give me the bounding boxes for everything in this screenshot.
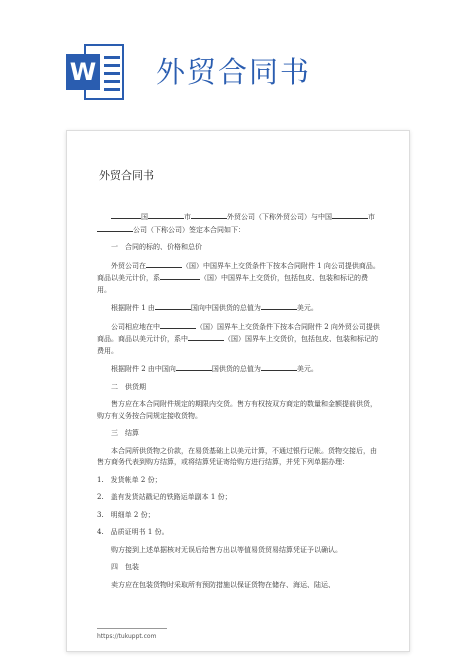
list-item: 3. 明细单 2 份； [97, 510, 155, 519]
blank-field [97, 224, 133, 232]
document-title: 外贸合同书 [99, 169, 154, 182]
word-document-icon [66, 44, 128, 100]
blank-field [176, 363, 212, 371]
paragraph-settlement: 本合同所供货物之价款，在易货基础上以美元计算，不通过银行记帐。货物交接后，由售方商务代表到购方结算，或将结算凭证寄给购方进行结算，并凭下列单据办理： [97, 446, 377, 466]
page-title: 外贸合同书 [156, 55, 312, 89]
paragraph-clause-1d: 根据附件 2 由中国向 国供货的总值为 美元。 [111, 365, 318, 373]
section-heading-3: 三 结算 [111, 429, 139, 437]
blank-field [155, 302, 191, 310]
word-icon-badge: W [66, 54, 100, 90]
document-body [97, 211, 381, 597]
section-heading-1: 一 合同的标的、价格和总价 [111, 243, 202, 251]
document-page [66, 130, 410, 652]
blank-field [160, 272, 200, 280]
blank-field [332, 211, 368, 219]
footer-url: https://tukuppt.com [97, 633, 157, 640]
section-heading-2: 二 供货期 [111, 382, 146, 391]
paragraph-clause-1c: 公司相应地在中 （国）国界车上交货条件下按本合同附件 2 向外贸公司提供商品。商品以美元计价，系中 （国）国界车上交货价，包括包皮、包装和标记的费用。 [97, 322, 380, 355]
list-item: 4. 品质证明书 1 份。 [97, 528, 169, 536]
list-item: 2. 盖有发货站戳记的铁路运单副本 1 份； [97, 493, 232, 501]
blank-field [148, 211, 184, 219]
paragraph-parties: 国 市 外贸公司（下称外贸公司）与中国 市公司（下称公司）签定本合同如下： [97, 211, 381, 236]
paragraph-packing: 卖方应在包装货物时采取所有预防措施以保证货物在储存、海运、陆运、 [111, 580, 335, 589]
footer-divider [97, 628, 167, 629]
paragraph-confirmation: 购方接到上述单据核对无误后给售方出以等值易货贸易结算凭证予以确认。 [111, 545, 342, 554]
paragraph-clause-1b: 根据附件 1 由 国向中国供货的总值为 美元。 [111, 304, 318, 312]
blank-field [160, 321, 196, 329]
section-heading-4: 四 包装 [111, 563, 139, 571]
paragraph-delivery: 售方应在本合同附件规定的期限内交货。售方有权按双方商定的数量和金额提前供货，购方有义务按合同规定接收货物。 [97, 400, 377, 420]
blank-field [261, 302, 297, 310]
header [0, 0, 474, 120]
paragraph-clause-1a: 外贸公司在 （国）中国界车上交货条件下按本合同附件 1 向公司提供商品。商品以美元计价，系 （国）中国界车上交货价，包括包皮、包装和标记的费用。 [97, 261, 380, 294]
blank-field [188, 333, 224, 341]
blank-field [146, 260, 182, 268]
blank-field [261, 363, 297, 371]
list-item: 1. 发货帐单 2 份； [97, 475, 162, 484]
blank-field [191, 211, 227, 219]
blank-field [111, 211, 141, 219]
